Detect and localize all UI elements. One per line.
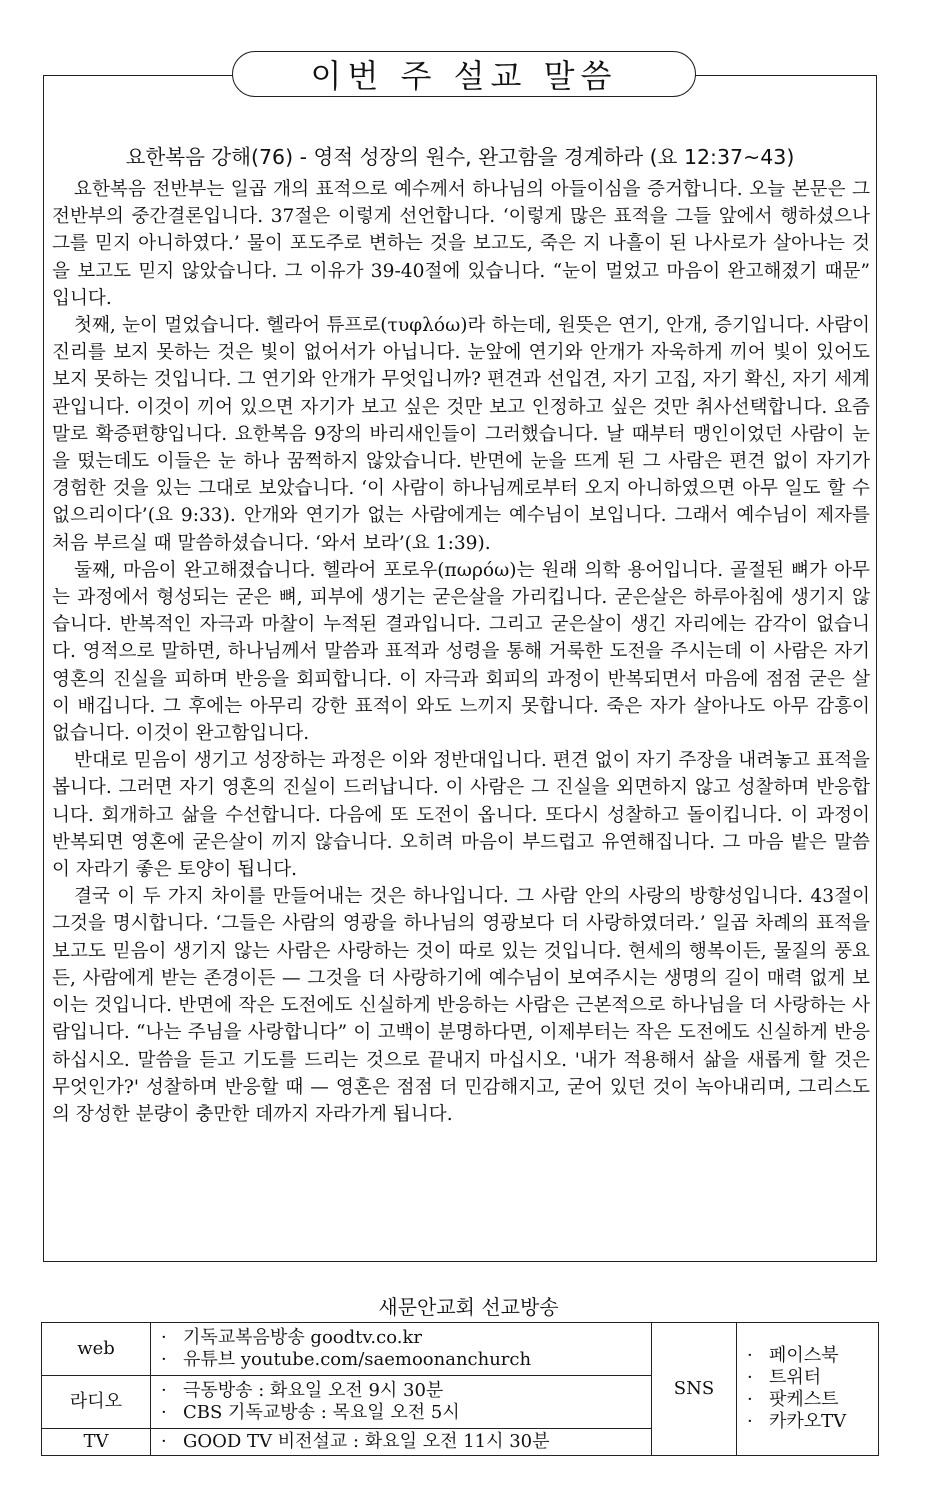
row-label-radio: 라디오 (42, 1375, 151, 1428)
sermon-body (52, 176, 870, 1128)
sns-label: SNS (652, 1323, 737, 1456)
web-items (151, 1323, 652, 1376)
list-item: · 기독교복음방송 goodtv.co.kr (161, 1326, 422, 1348)
sermon-paragraph: 결국 이 두 가지 차이를 만들어내는 것은 하나입니다. 그 사람 안의 사랑의 방향성입니다. 43절이 그것을 명시합니다. ‘그들은 사람의 영광을 하나님의 영광보다 더 사랑하였더라.’ 일곱 차례의 표적을 보고도 믿음이 생기지 않는 사람은 사랑하는 것이 따로 있는 것입니다. 현세의 행복이든, 물질의 풍요든, 사람에게 받는 존경이든 — 그것을 더 사랑하기에 예수님이 보여주시는 생명의 길이 매력 없게 보이는 것입니다. 반면에 작은 도전에도 신실하게 반응하는 사람은 근본적으로 하나님을 더 사랑하는 사람입니다. “나는 주님을 사랑합니다” 이 고백이 분명하다면, 이제부터는 작은 도전에도 신실하게 반응하십시오. 말씀을 듣고 기도를 드리는 것으로 끝내지 마십시오. '내가 적용해서 삶을 새롭게 할 것은 무엇인가?' 성찰하며 반응할 때 — 영혼은 점점 더 민감해지고, 굳어 있던 것이 녹아내리며, 그리스도의 장성한 분량이 충만한 데까지 자라가게 됩니다. (52, 886, 870, 1125)
table-row (42, 1323, 879, 1376)
sermon-paragraph: 반대로 믿음이 생기고 성장하는 과정은 이와 정반대입니다. 편견 없이 자기 주장을 내려놓고 표적을 봅니다. 그러면 자기 영혼의 진실이 드러납니다. 이 사람은 그 진실을 외면하지 않고 성찰하며 반응합니다. 회개하고 삶을 수선합니다. 다음에 또 도전이 옵니다. 또다시 성찰하고 돌이킵니다. 이 과정이 반복되면 영혼에 굳은살이 끼지 않습니다. 오히려 마음이 부드럽고 유연해집니다. 그 마음 밭은 말씀이 자라기 좋은 토양이 됩니다. (52, 750, 870, 881)
sermon-title: 요한복음 강해(76) - 영적 성장의 원수, 완고함을 경계하라 (요 12:37~43) (125, 145, 795, 169)
list-item: · 팟케스트 (747, 1389, 839, 1410)
list-item: · 카카오TV (747, 1411, 847, 1432)
list-item: · 페이스북 (747, 1345, 839, 1366)
row-label-tv: TV (42, 1428, 151, 1455)
list-item: · 유튜브 youtube.com/saemoonanchurch (161, 1348, 532, 1370)
sermon-paragraph: 첫째, 눈이 멀었습니다. 헬라어 튜프로(τυφλόω)라 하는데, 원뜻은 연기, 안개, 증기입니다. 사람이 진리를 보지 못하는 것은 빛이 없어서가 아닙니다. 눈앞에 연기와 안개가 자욱하게 끼어 빛이 있어도 보지 못하는 것입니다. 그 연기와 안개가 무엇입니까? 편견과 선입견, 자기 고집, 자기 확신, 자기 세계관입니다. 이것이 끼어 있으면 자기가 보고 싶은 것만 보고 인정하고 싶은 것만 취사선택합니다. 요즘 말로 확증편향입니다. 요한복음 9장의 바리새인들이 그러했습니다. 날 때부터 맹인이었던 사람이 눈을 떴는데도 이들은 눈 하나 꿈쩍하지 않았습니다. 반면에 눈을 뜨게 된 그 사람은 편견 없이 자기가 경험한 것을 있는 그대로 보았습니다. ‘이 사람이 하나님께로부터 오지 아니하였으면 아무 일도 할 수 없으리이다’(요 9:33). 안개와 연기가 없는 사람에게는 예수님이 보입니다. 그래서 예수님이 제자를 처음 부르실 때 말씀하셨습니다. ‘와서 보라’(요 1:39). (52, 315, 870, 554)
list-item: · GOOD TV 비전설교 : 화요일 오전 11시 30분 (161, 1430, 550, 1452)
row-label-web: web (42, 1323, 151, 1376)
sermon-paragraph: 요한복음 전반부는 일곱 개의 표적으로 예수께서 하나님의 아들이심을 증거합니다. 오늘 본문은 그 전반부의 중간결론입니다. 37절은 이렇게 선언합니다. ‘이렇게 많은 표적을 그들 앞에서 행하셨으나 그를 믿지 아니하였다.’ 물이 포도주로 변하는 것을 보고도, 죽은 지 나흘이 된 나사로가 살아나는 것을 보고도 믿지 않았습니다. 그 이유가 39-40절에 있습니다. “눈이 멀었고 마음이 완고해졌기 때문” 입니다. (52, 179, 870, 309)
list-item: · 극동방송 : 화요일 오전 9시 30분 (161, 1379, 444, 1401)
list-item: · 트위터 (747, 1367, 822, 1388)
list-item: · CBS 기독교방송 : 목요일 오전 5시 (161, 1401, 460, 1423)
broadcast-table (41, 1322, 879, 1456)
radio-items (151, 1375, 652, 1428)
tv-items (151, 1428, 652, 1455)
broadcast-heading: 새문안교회 선교방송 (378, 1295, 559, 1319)
sermon-paragraph: 둘째, 마음이 완고해졌습니다. 헬라어 포로우(πωρόω)는 원래 의학 용어입니다. 골절된 뼈가 아무는 과정에서 형성되는 굳은 뼈, 피부에 생기는 굳은살을 가리킵니다. 굳은살은 하루아침에 생기지 않습니다. 반복적인 자극과 마찰이 누적된 결과입니다. 그리고 굳은살이 생긴 자리에는 감각이 없습니다. 영적으로 말하면, 하나님께서 말씀과 표적과 성령을 통해 거룩한 도전을 주시는데 이 사람은 자기 영혼의 진실을 피하며 반응을 회피합니다. 이 자극과 회피의 과정이 반복되면서 마음에 점점 굳은 살이 배깁니다. 그 후에는 아무리 강한 표적이 와도 느끼지 못합니다. 죽은 자가 살아나도 아무 감흥이 없습니다. 이것이 완고함입니다. (52, 559, 870, 745)
sns-items (737, 1323, 879, 1456)
section-title: 이번 주 설교 말씀 (232, 51, 696, 97)
